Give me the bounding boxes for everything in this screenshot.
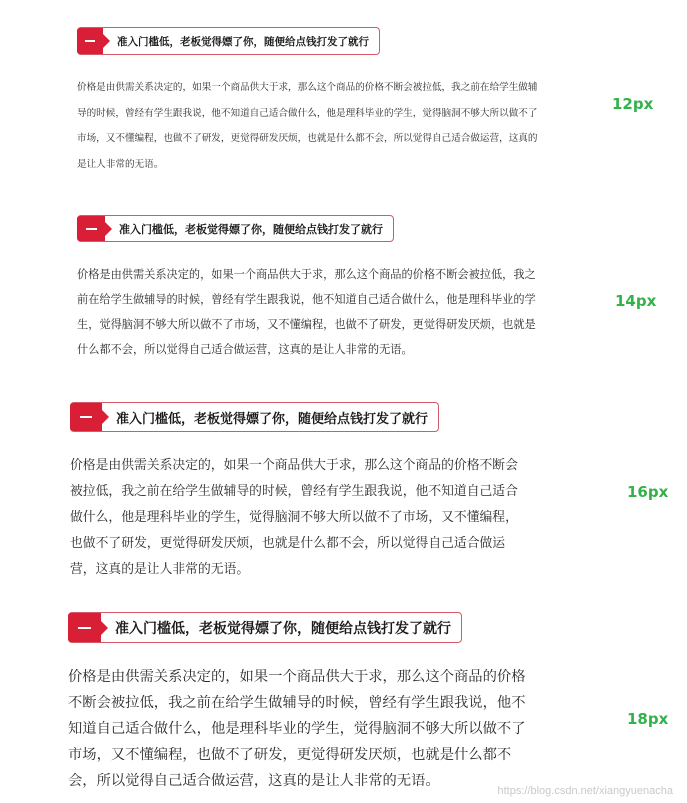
section-heading [68,612,462,643]
body-paragraph: 价格是由供需关系决定的，如果一个商品供大于求，那么这个商品的价格不断会被拉低，我之前在给学生做辅导的时候，曾经有学生跟我说，他不知道自己适合做什么，他是理科毕业的学生，觉得脑洞不够大所以做不了市场，又不懂编程，也做不了研发，更觉得研发厌烦，也就是什么都不会，所以觉得自己适合做运营，这真的是让人非常的无语。 [77,82,538,170]
watermark: https://blog.csdn.net/xiangyuenacha [497,785,673,797]
section-heading [77,215,394,242]
section-heading-text: 准入门槛低，老板觉得嫖了你，随便给点钱打发了就行 [119,222,383,236]
minus-icon [77,28,103,54]
section-heading [77,27,380,55]
section-heading-text: 准入门槛低，老板觉得嫖了你，随便给点钱打发了就行 [117,35,369,48]
body-paragraph: 价格是由供需关系决定的，如果一个商品供大于求，那么这个商品的价格不断会被拉低，我之前在给学生做辅导的时候，曾经有学生跟我说，他不知道自己适合做什么，他是理科毕业的学生，觉得脑洞不够大所以做不了市场，又不懂编程，也做不了研发，更觉得研发厌烦，也就是什么都不会，所以觉得自己适合做运营，这真的是让人非常的无语。 [70,458,518,577]
minus-icon [70,403,102,431]
minus-icon [77,216,105,241]
section-heading-text: 准入门槛低，老板觉得嫖了你，随便给点钱打发了就行 [115,620,451,637]
font-size-label: 18px [627,710,669,728]
section-heading [70,402,439,432]
body-paragraph: 价格是由供需关系决定的，如果一个商品供大于求，那么这个商品的价格不断会被拉低，我之前在给学生做辅导的时候，曾经有学生跟我说，他不知道自己适合做什么，他是理科毕业的学生，觉得脑洞不够大所以做不了市场，又不懂编程，也做不了研发，更觉得研发厌烦，也就是什么都不会，所以觉得自己适合做运营，这真的是让人非常的无语。 [68,669,526,789]
font-size-label: 14px [615,292,657,310]
font-size-label: 12px [612,95,654,113]
section-heading-text: 准入门槛低，老板觉得嫖了你，随便给点钱打发了就行 [116,411,429,427]
body-paragraph: 价格是由供需关系决定的，如果一个商品供大于求，那么这个商品的价格不断会被拉低，我之前在给学生做辅导的时候，曾经有学生跟我说，他不知道自己适合做什么，他是理科毕业的学生，觉得脑洞不够大所以做不了市场，又不懂编程，也做不了研发，更觉得研发厌烦，也就是什么都不会，所以觉得自己适合做运营，这真的是让人非常的无语。 [77,268,536,356]
font-size-label: 16px [627,483,669,501]
minus-icon [68,613,101,642]
